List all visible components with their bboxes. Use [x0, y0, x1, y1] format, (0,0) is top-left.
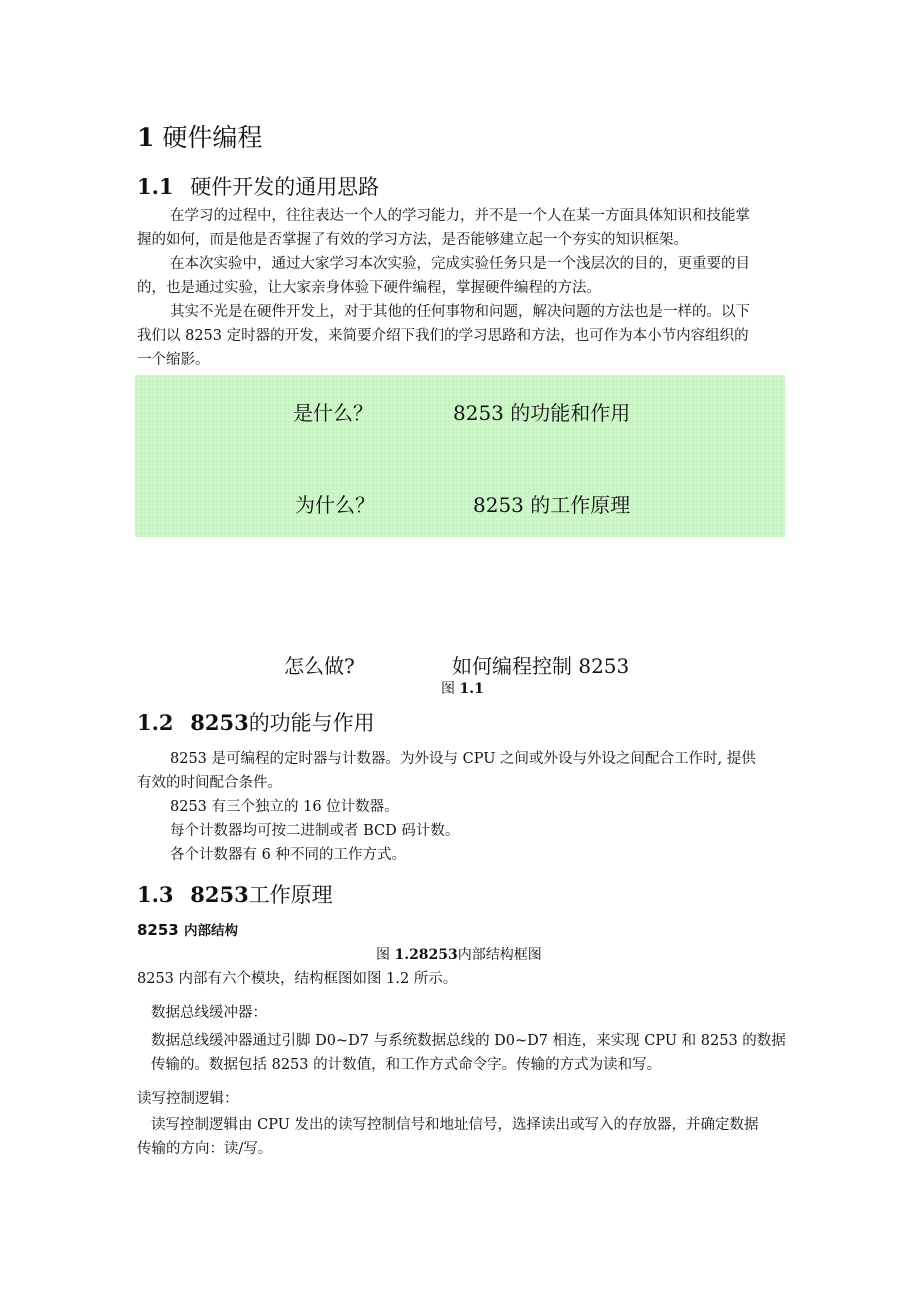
section-1-1-heading: [137, 171, 379, 201]
chapter-title: 硬件编程: [162, 123, 263, 152]
section-title-number: 8253: [190, 710, 249, 735]
module-title: 数据总线缓冲器：: [151, 1005, 267, 1021]
paragraph-line: 传输的。数据包括 8253 的计数值，和工作方式命令字。传输的方式为读和写。: [151, 1057, 662, 1073]
figure-1-2-caption: 图 1.28253内部结构框图: [376, 947, 542, 963]
figure-question-how: 怎么做?: [284, 654, 355, 678]
figure-answer-why: 8253 的工作原理: [473, 493, 631, 517]
figure-caption: 图 1.1: [441, 681, 484, 697]
paragraph-line: 数据总线缓冲器通过引脚 D0~D7 与系统数据总线的 D0~D7 相连，来实现 CPU 和 8253 的数据: [151, 1033, 786, 1049]
paragraph-line: 一个缩影。: [137, 352, 210, 368]
paragraph-line: 握的如何，而是他是否掌握了有效的学习方法，是否能够建立起一个夯实的知识框架。: [137, 232, 688, 248]
section-title: 的功能与作用: [248, 711, 375, 735]
chapter-heading: [137, 118, 262, 154]
paragraph-line: 各个计数器有 6 种不同的工作方式。: [170, 847, 406, 863]
paragraph-line: 其实不光是在硬件开发上，对于其他的任何事物和问题，解决问题的方法也是一样的。以下: [170, 304, 750, 320]
section-number: 1.3: [137, 882, 174, 907]
figure-answer-what: 8253 的功能和作用: [453, 401, 631, 425]
section-title-number: 8253: [190, 882, 249, 907]
paragraph-line: 8253 内部有六个模块，结构框图如图 1.2 所示。: [137, 971, 458, 987]
paragraph-line: 每个计数器均可按二进制或者 BCD 码计数。: [170, 823, 460, 839]
paragraph-line: 在学习的过程中，往往表达一个人的学习能力，并不是一个人在某一方面具体知识和技能掌: [170, 208, 750, 224]
paragraph-line: 有效的时间配合条件。: [137, 775, 282, 791]
section-number: 1.2: [137, 710, 174, 735]
section-title: 硬件开发的通用思路: [190, 175, 380, 199]
section-title: 工作原理: [248, 883, 333, 907]
section-1-2-heading: [137, 707, 375, 737]
paragraph-line: 读写控制逻辑由 CPU 发出的读写控制信号和地址信号，选择读出或写入的存放器，并确定数据: [151, 1117, 759, 1133]
paragraph-line: 在本次实验中，通过大家学习本次实验，完成实验任务只是一个浅层次的目的，更重要的目: [170, 256, 750, 272]
paragraph-line: 8253 有三个独立的 16 位计数器。: [170, 799, 399, 815]
paragraph-line: 的，也是通过实验，让大家亲身体验下硬件编程，掌握硬件编程的方法。: [137, 280, 601, 296]
figure-answer-how: 如何编程控制 8253: [452, 654, 630, 678]
figure-question-why: 为什么？: [295, 493, 375, 517]
subsection-heading: 8253 内部结构: [137, 921, 238, 939]
module-title: 读写控制逻辑：: [137, 1091, 239, 1107]
section-number: 1.1: [137, 174, 174, 199]
figure-question-what: 是什么？: [293, 401, 373, 425]
paragraph-line: 传输的方向：读/写。: [137, 1141, 273, 1157]
paragraph-line: 8253 是可编程的定时器与计数器。为外设与 CPU 之间或外设与外设之间配合工作时, 提供: [170, 751, 756, 767]
section-1-3-heading: [137, 879, 333, 909]
paragraph-line: 我们以 8253 定时器的开发，来简要介绍下我们的学习思路和方法，也可作为本小节内容组织的: [137, 328, 749, 344]
chapter-number: 1: [137, 123, 155, 152]
